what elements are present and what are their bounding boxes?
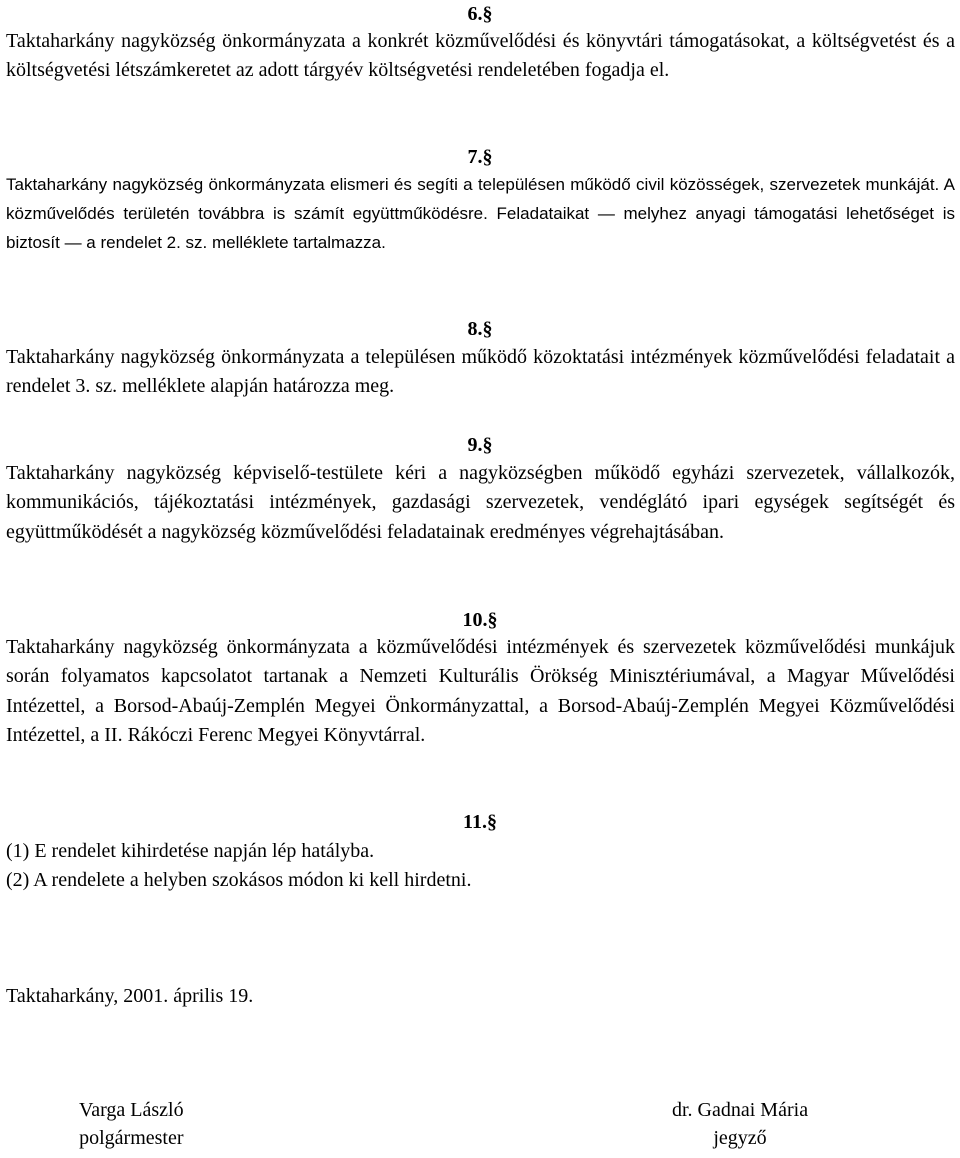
section-6-paragraph: Taktaharkány nagyközség önkormányzata a konkrét közművelődési és könyvtári támogatásokat, a költségvetést és a költségvetési létszámkeretet az adott tárgyév költségvetési rendeletében fogadja el. (6, 30, 955, 82)
signature-block-mayor (79, 1096, 184, 1152)
section-7-paragraph: Taktaharkány nagyközség önkormányzata elismeri és segíti a településen működő civil közösségek, szervezetek munkáját. A közművelődés területén továbbra is számít együttműködésre. Feladataikat — melyhez anyagi támogatási lehetőséget is biztosít — a rendelet 2. sz. melléklete tartalmazza. (6, 175, 955, 252)
signature-block-notary (672, 1096, 808, 1152)
section-8-paragraph: Taktaharkány nagyközség önkormányzata a településen működő közoktatási intézmények közművelődési feladatait a rendelet 3. sz. melléklete alapján határozza meg. (6, 346, 955, 398)
section-9-heading: 9.§ (467, 434, 493, 456)
signature-name: dr. Gadnai Mária (672, 1099, 809, 1121)
section-11-item-2: (2) A rendelete a helyben szokásos módon ki kell hirdetni. (6, 869, 472, 891)
signature-title: jegyző (713, 1127, 767, 1149)
section-10-heading: 10.§ (462, 609, 498, 631)
section-7-heading: 7.§ (467, 146, 493, 168)
section-9-paragraph: Taktaharkány nagyközség képviselő-testülete kéri a nagyközségben működő egyházi szervezetek, vállalkozók, kommunikációs, tájékoztatási intézmények, gazdasági szervezetek, vendéglátó ipari egységek segítségét és együttműködését a nagyközség közművelődési feladatainak eredményes végrehajtásában. (6, 462, 955, 543)
section-11-item-1: (1) E rendelet kihirdetése napján lép hatályba. (6, 840, 375, 862)
signature-name: Varga László (79, 1099, 184, 1121)
section-10-paragraph: Taktaharkány nagyközség önkormányzata a közművelődési intézmények és szervezetek közművelődési munkájuk során folyamatos kapcsolatot tartanak a Nemzeti Kulturális Örökség Minisztériumával, a Magyar Művelődési Intézettel, a Borsod-Abaúj-Zemplén Megyei Önkormányzattal, a Borsod-Abaúj-Zemplén Megyei Közművelődési Intézettel, a II. Rákóczi Ferenc Megyei Könyvtárral. (6, 636, 955, 747)
date-line: Taktaharkány, 2001. április 19. (6, 985, 254, 1007)
section-6-heading: 6.§ (467, 3, 493, 25)
section-11-heading: 11.§ (463, 811, 497, 833)
signature-title: polgármester (79, 1127, 184, 1149)
section-8-heading: 8.§ (467, 318, 493, 340)
